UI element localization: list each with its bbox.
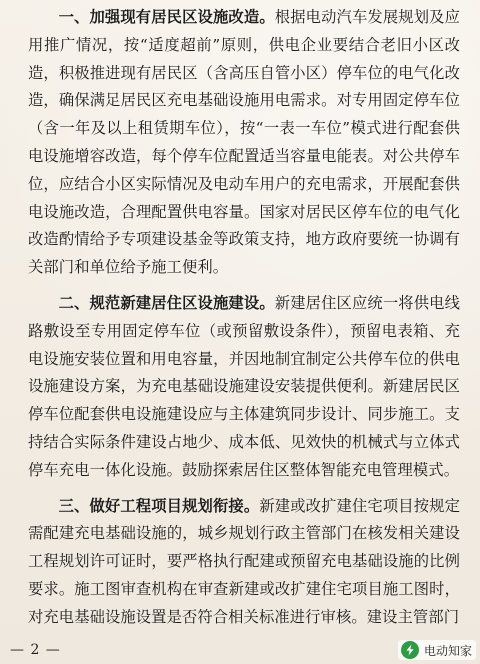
paragraph-2-text: 新建居住区应统一将供电线路敷设至专用固定停车位（或预留敷设条件），预留电表箱、充电设施安装位置和用电容量，并因地制宜制定公共停车位的供电设施建设方案，为充电基础设施建设安装提供便利。新建居民区停车位配套供电设施建设应与主体建筑同步设计、同步施工。支持结合实际条件建设占地少、成本低、见效快的机械式与立体式停车充电一体化设施。鼓励探索居住区整体智能充电管理模式。 — [28, 293, 461, 479]
document-body — [28, 4, 460, 640]
paragraph-2-heading: 二、规范新建居住区设施建设。 — [58, 293, 275, 312]
paragraph-1-text: 根据电动汽车发展规划及应用推广情况，按“适度超前”原则，供电企业要结合老旧小区改造，积极推进现有居民区（含高压自管小区）停车位的电气化改造，确保满足居民区充电基础设施用电需求。对专用固定停车位（含一年及以上租赁期车位），按“一表一车位”模式进行配套供电设施增容改造，每个停车位配置适当容量电能表。对公共停车位，应结合小区实际情况及电动车用户的充电需求，开展配套供电设施改造，合理配置供电容量。国家对居民区停车位的电气化改造酌情给予专项建设基金等政策支持，地方政府要统一协调有关部门和单位给予施工便利。 — [28, 8, 461, 277]
paragraph-3-text: 新建或改扩建住宅项目按规定需配建充电基础设施的，城乡规划行政主管部门在核发相关建设工程规划许可证时，要严格执行配建或预留充电基础设施的比例要求。施工图审查机构在审查新建或改扩建住宅项目施工图时，对充电基础设施设置是否符合相关标准进行审核。建设主管部门 — [28, 496, 460, 626]
paragraph-1 — [28, 4, 460, 282]
watermark-text: 电动知家 — [423, 643, 472, 658]
lightning-bolt-icon — [401, 641, 419, 659]
page-number: — 2 — — [10, 642, 61, 658]
paragraph-3-heading: 三、做好工程项目规划衔接。 — [58, 496, 260, 515]
paragraph-2 — [28, 290, 460, 485]
paragraph-1-heading: 一、加强现有居民区设施改造。 — [58, 8, 275, 26]
watermark — [398, 640, 476, 660]
paragraph-3 — [28, 493, 460, 632]
